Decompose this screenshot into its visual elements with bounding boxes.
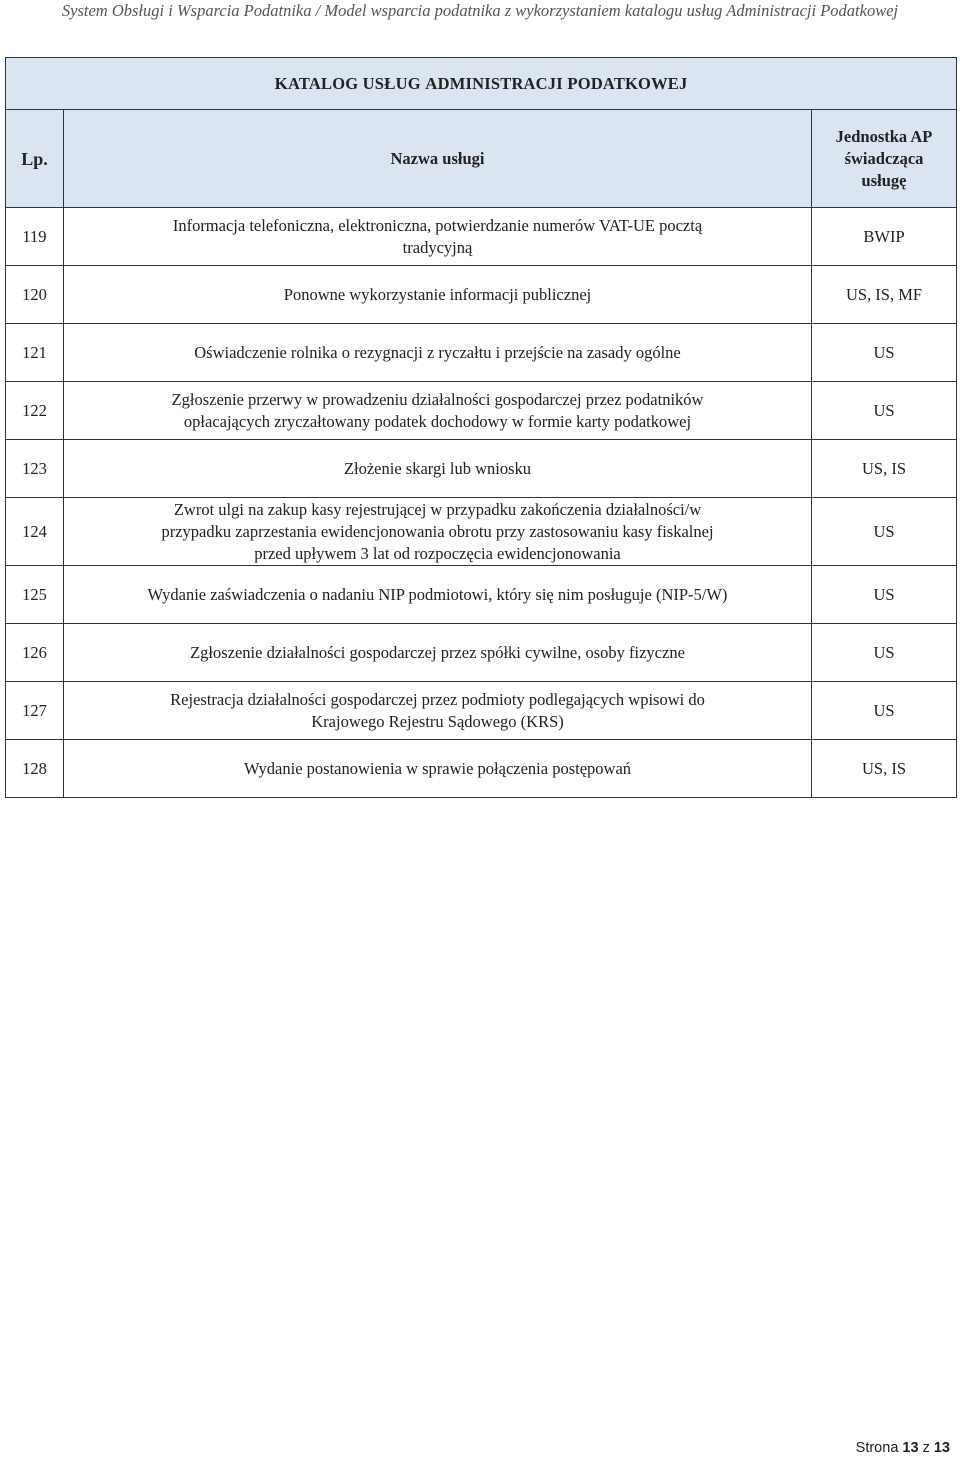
service-name-line: Wydanie postanowienia w sprawie połączenia postępowań bbox=[243, 758, 632, 778]
service-name-line: Wydanie zaświadczenia o nadaniu NIP podmiotowi, który się nim posługuje (NIP-5/W) bbox=[147, 584, 728, 604]
table-row bbox=[6, 566, 957, 624]
service-name-line: Informacja telefoniczna, elektroniczna, potwierdzanie numerów VAT-UE pocztą bbox=[172, 215, 703, 235]
row-number: 124 bbox=[6, 498, 64, 566]
service-name bbox=[64, 498, 812, 566]
column-header-name: Nazwa usługi bbox=[64, 110, 812, 208]
table-row bbox=[6, 382, 957, 440]
service-name-line: tradycyjną bbox=[402, 237, 473, 257]
service-name-line: Krajowego Rejestru Sądowego (KRS) bbox=[311, 711, 564, 731]
service-name-line: Zwrot ulgi na zakup kasy rejestrującej w przypadku zakończenia działalności/w bbox=[173, 499, 702, 519]
service-unit: US, IS, MF bbox=[812, 266, 957, 324]
column-header-lp: Lp. bbox=[6, 110, 64, 208]
table-row bbox=[6, 740, 957, 798]
service-name-line: Zgłoszenie działalności gospodarczej przez spółki cywilne, osoby fizyczne bbox=[190, 642, 685, 662]
table-row bbox=[6, 624, 957, 682]
service-name-line: Rejestracja działalności gospodarczej przez podmioty podlegających wpisowi do bbox=[170, 689, 705, 709]
service-unit: US bbox=[812, 382, 957, 440]
row-number: 123 bbox=[6, 440, 64, 498]
service-unit: US, IS bbox=[812, 440, 957, 498]
service-name bbox=[64, 266, 812, 324]
service-name bbox=[64, 440, 812, 498]
row-number: 120 bbox=[6, 266, 64, 324]
service-unit: US bbox=[812, 566, 957, 624]
row-number: 125 bbox=[6, 566, 64, 624]
service-name bbox=[64, 208, 812, 266]
service-name-line: przypadku zaprzestania ewidencjonowania obrotu przy zastosowaniu kasy fiskalnej bbox=[161, 521, 714, 541]
service-unit: US bbox=[812, 498, 957, 566]
row-number: 122 bbox=[6, 382, 64, 440]
table-row bbox=[6, 324, 957, 382]
service-name-line: Zgłoszenie przerwy w prowadzeniu działalności gospodarczej przez podatników bbox=[171, 389, 704, 409]
service-name bbox=[64, 740, 812, 798]
column-header-unit: Jednostka AP świadcząca usługę bbox=[812, 110, 957, 208]
service-name bbox=[64, 382, 812, 440]
table-row bbox=[6, 266, 957, 324]
service-unit: US bbox=[812, 682, 957, 740]
row-number: 126 bbox=[6, 624, 64, 682]
table-row bbox=[6, 682, 957, 740]
service-name bbox=[64, 624, 812, 682]
row-number: 127 bbox=[6, 682, 64, 740]
service-catalog-table bbox=[5, 57, 957, 798]
table-row bbox=[6, 498, 957, 566]
running-header: System Obsługi i Wsparcia Podatnika / Model wsparcia podatnika z wykorzystaniem katalogu usług Administracji Podatkowej bbox=[61, 1, 899, 20]
service-unit: US bbox=[812, 324, 957, 382]
service-unit: BWIP bbox=[812, 208, 957, 266]
table-title: KATALOG USŁUG ADMINISTRACJI PODATKOWEJ bbox=[6, 58, 957, 110]
service-name-line: Oświadczenie rolnika o rezygnacji z ryczałtu i przejście na zasady ogólne bbox=[194, 342, 681, 362]
service-unit: US bbox=[812, 624, 957, 682]
page-number: Strona 13 z 13 bbox=[855, 1440, 950, 1456]
service-name bbox=[64, 324, 812, 382]
table-row bbox=[6, 440, 957, 498]
service-name bbox=[64, 566, 812, 624]
service-name-line: Złożenie skargi lub wniosku bbox=[343, 458, 532, 478]
row-number: 121 bbox=[6, 324, 64, 382]
row-number: 128 bbox=[6, 740, 64, 798]
service-name-line: przed upływem 3 lat od rozpoczęcia ewidencjonowania bbox=[254, 543, 621, 563]
table-row bbox=[6, 208, 957, 266]
service-name bbox=[64, 682, 812, 740]
service-name-line: Ponowne wykorzystanie informacji publicznej bbox=[283, 284, 592, 304]
row-number: 119 bbox=[6, 208, 64, 266]
service-unit: US, IS bbox=[812, 740, 957, 798]
service-name-line: opłacających zryczałtowany podatek dochodowy w formie karty podatkowej bbox=[183, 411, 692, 431]
